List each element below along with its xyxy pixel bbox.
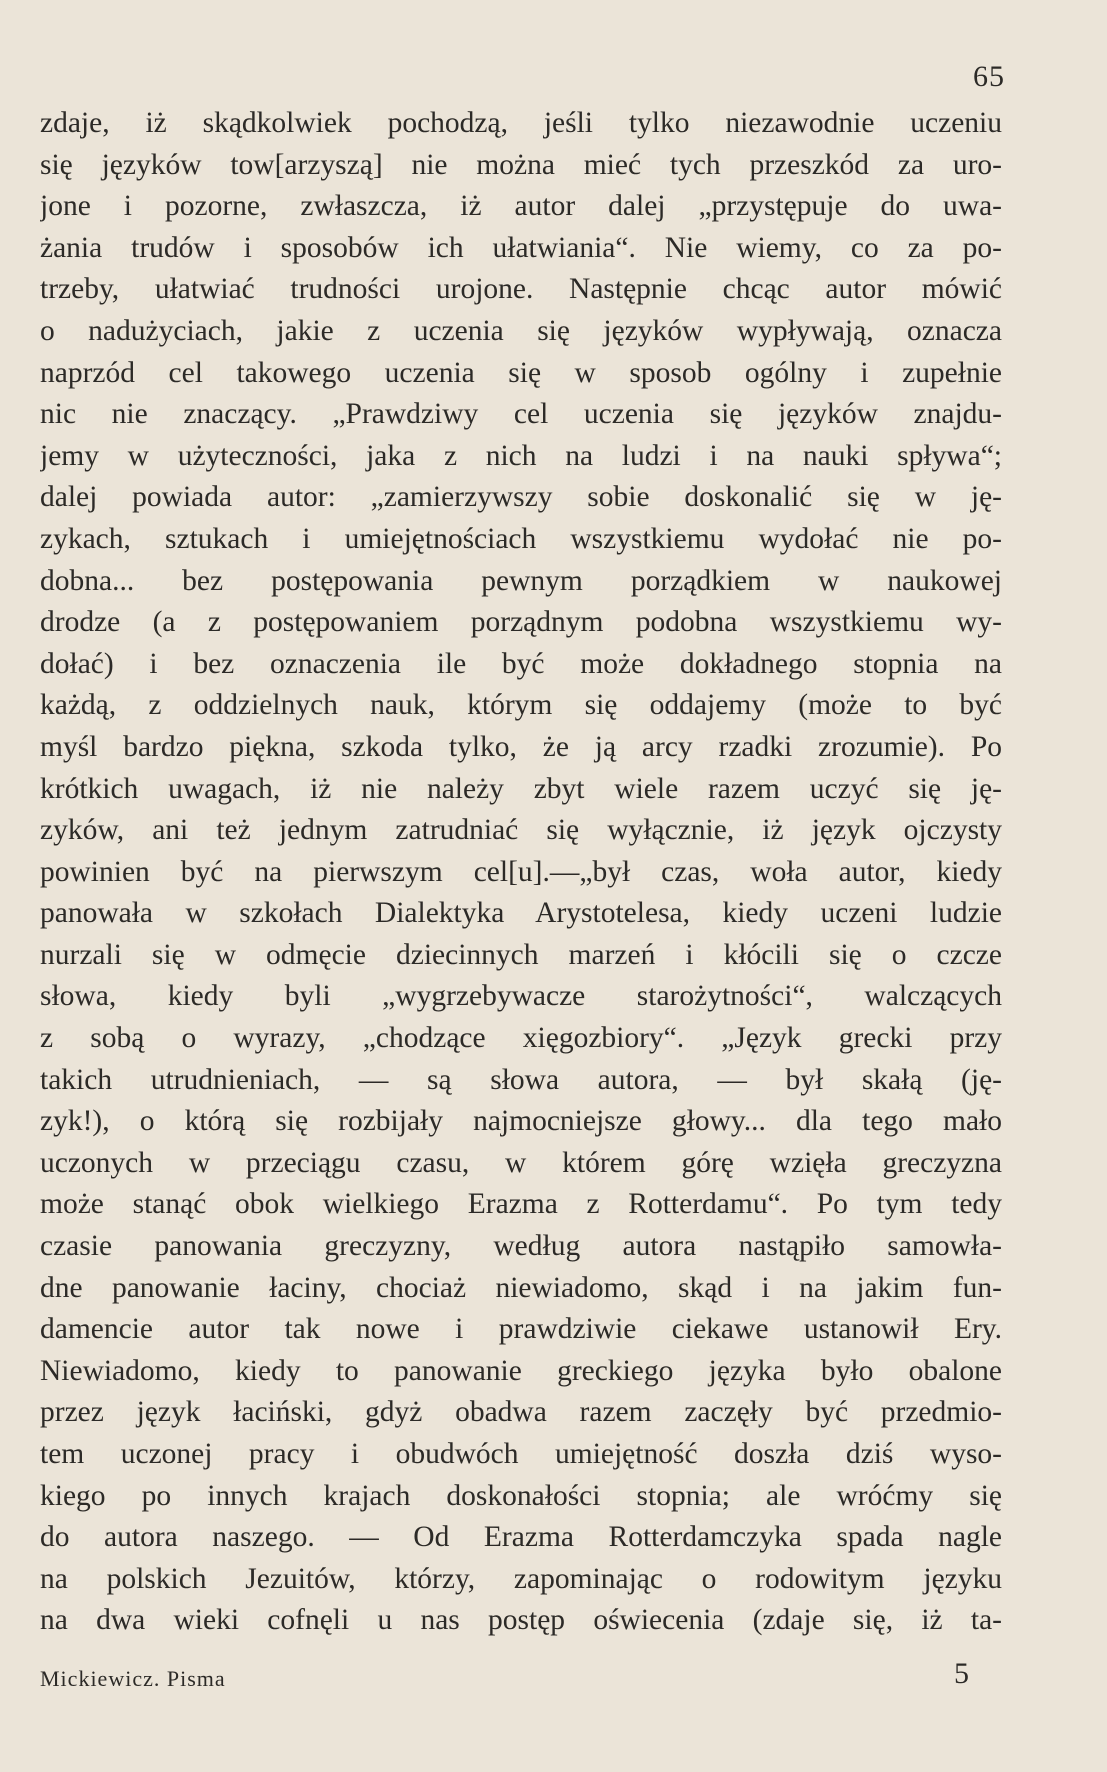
text-line: uczonych w przeciągu czasu, w którem górę wzięła greczyzna [40, 1146, 1002, 1179]
text-line: na dwa wieki cofnęli u nas postęp oświecenia (zdaje się, iż ta- [40, 1604, 1002, 1637]
text-line: przez język łaciński, gdyż obadwa razem zaczęły być przedmio- [40, 1396, 1002, 1429]
footer-signature: Mickiewicz. Pisma [40, 1666, 226, 1691]
text-line: naprzód cel takowego uczenia się w sposob ogólny i zupełnie [40, 356, 1002, 389]
text-line: słowa, kiedy byli „wygrzebywacze starożytności“, walczących [40, 980, 1002, 1013]
text-line: na polskich Jezuitów, którzy, zapominając o rodowitym języku [40, 1562, 1002, 1595]
text-line: zdaje, iż skądkolwiek pochodzą, jeśli tylko niezawodnie uczeniu [40, 107, 1002, 139]
body-text [40, 103, 1002, 1642]
text-line: takich utrudnieniach, — są słowa autora, — był skałą (ję- [40, 1063, 1002, 1096]
text-line: panowała w szkołach Dialektyka Arystotelesa, kiedy uczeni ludzie [40, 897, 1002, 930]
text-line: myśl bardzo piękna, szkoda tylko, że ją arcy rzadki zrozumie). Po [40, 730, 1002, 763]
footer-sheet-number: 5 [954, 1657, 969, 1690]
text-line: żania trudów i sposobów ich ułatwiania“. Nie wiemy, co za po- [40, 231, 1002, 264]
text-line: zyk!), o którą się rozbijały najmocniejsze głowy... dla tego mało [40, 1105, 1002, 1138]
text-line: powinien być na pierwszym cel[u].—„był czas, woła autor, kiedy [40, 855, 1002, 888]
text-line: może stanąć obok wielkiego Erazma z Rotterdamu“. Po tym tedy [40, 1188, 1002, 1221]
text-line: damencie autor tak nowe i prawdziwie ciekawe ustanowił Ery. [40, 1313, 1002, 1346]
text-line: dobna... bez postępowania pewnym porządkiem w naukowej [40, 564, 1002, 597]
text-line: dołać) i bez oznaczenia ile być może dokładnego stopnia na [40, 647, 1002, 680]
text-line: tem uczonej pracy i obudwóch umiejętność doszła dziś wyso- [40, 1438, 1002, 1470]
text-line: jemy w użyteczności, jaka z nich na ludzi i na nauki spływa“; [40, 439, 1002, 472]
text-line: kiego po innych krajach doskonałości stopnia; ale wróćmy się [40, 1479, 1002, 1512]
text-line: się języków tow[arzyszą] nie można mieć tych przeszkód za uro- [40, 148, 1002, 181]
text-line: krótkich uwagach, iż nie należy zbyt wiele razem uczyć się ję- [40, 772, 1002, 805]
text-line: czasie panowania greczyzny, według autora nastąpiło samowła- [40, 1230, 1002, 1263]
text-line: do autora naszego. — Od Erazma Rotterdamczyka spada nagle [40, 1521, 1002, 1554]
text-line: każdą, z oddzielnych nauk, którym się oddajemy (może to być [40, 689, 1002, 722]
text-line: nic nie znaczący. „Prawdziwy cel uczenia się języków znajdu- [40, 398, 1002, 431]
text-line: drodze (a z postępowaniem porządnym podobna wszystkiemu wy- [40, 606, 1002, 639]
text-line: o nadużyciach, jakie z uczenia się języków wypływają, oznacza [40, 314, 1002, 347]
page-number: 65 [973, 60, 1005, 93]
text-line: nurzali się w odmęcie dziecinnych marzeń i kłócili się o czcze [40, 938, 1002, 971]
text-line: z sobą o wyrazy, „chodzące xięgozbiory“. „Język grecki przy [40, 1022, 1002, 1055]
text-line: dalej powiada autor: „zamierzywszy sobie doskonalić się w ję- [40, 481, 1002, 514]
text-line: zykach, sztukach i umiejętnościach wszystkiemu wydołać nie po- [40, 522, 1002, 555]
text-line: zyków, ani też jednym zatrudniać się wyłącznie, iż język ojczysty [40, 814, 1002, 847]
text-line: Niewiadomo, kiedy to panowanie greckiego języka było obalone [40, 1354, 1002, 1387]
text-line: trzeby, ułatwiać trudności urojone. Następnie chcąc autor mówić [40, 273, 1002, 306]
text-line: jone i pozorne, zwłaszcza, iż autor dalej „przystępuje do uwa- [40, 190, 1002, 223]
text-line: dne panowanie łaciny, chociaż niewiadomo, skąd i na jakim fun- [40, 1271, 1002, 1304]
